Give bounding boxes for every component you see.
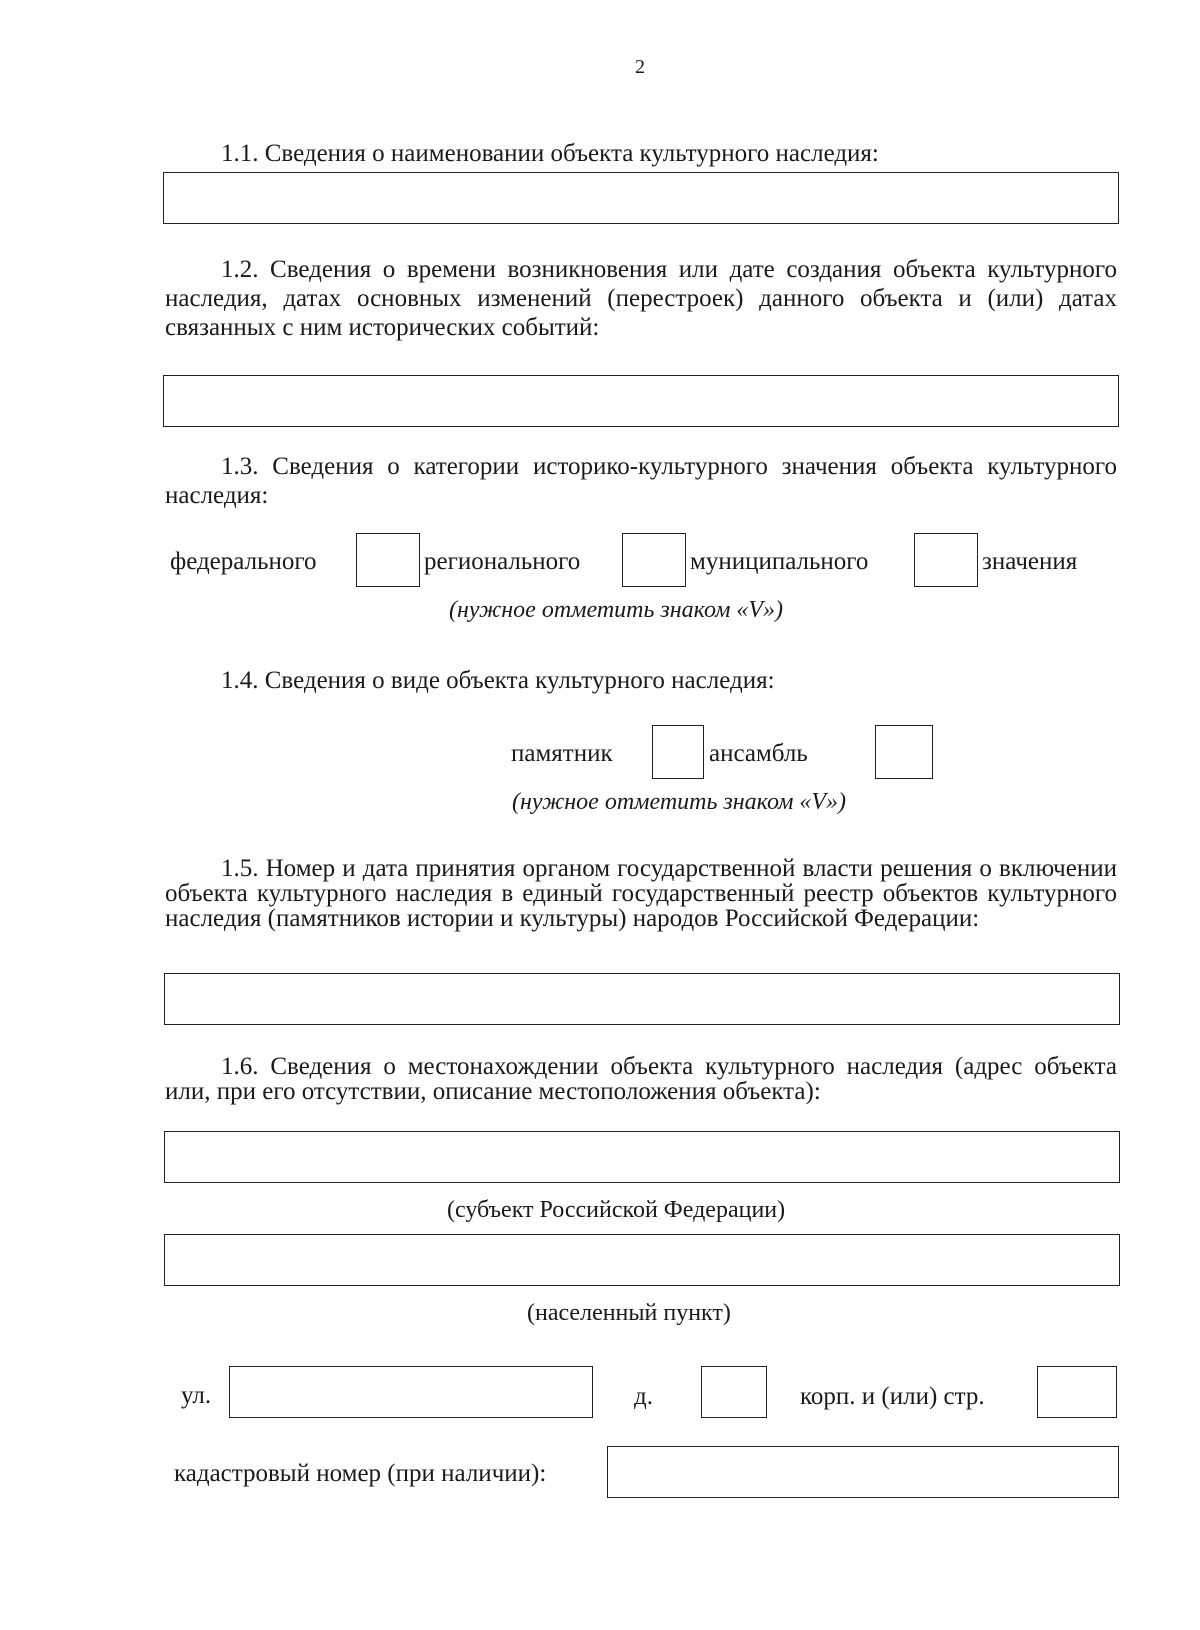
subject-caption: (субъект Российской Федерации) [447, 1197, 786, 1223]
monument-checkbox[interactable] [652, 725, 704, 779]
registry-decision-field[interactable] [164, 973, 1120, 1025]
option-ensemble-label: ансамбль [709, 740, 808, 767]
creation-date-field[interactable] [163, 375, 1119, 427]
section-1-1-heading: 1.1. Сведения о наименовании объекта культурного наследия: [221, 140, 879, 167]
federal-checkbox[interactable] [356, 533, 420, 587]
page-number: 2 [635, 56, 645, 78]
regional-checkbox[interactable] [622, 533, 686, 587]
street-label: ул. [181, 1382, 212, 1409]
section-1-3-note: (нужное отметить знаком «V») [449, 597, 784, 623]
section-1-4-heading: 1.4. Сведения о виде объекта культурного наследия: [221, 667, 775, 694]
section-1-6-heading: 1.6. Сведения о местонахождении объекта культурного наследия (адрес объекта или, при его отсутствии, описание местоположения объекта): [165, 1053, 1117, 1105]
building-field[interactable] [1037, 1366, 1117, 1418]
section-1-3-heading: 1.3. Сведения о категории историко-культурного значения объекта культурного наследия: [165, 453, 1117, 509]
option-regional-label: регионального [424, 548, 581, 575]
option-monument-label: памятник [511, 740, 613, 767]
ensemble-checkbox[interactable] [875, 725, 933, 779]
cadastral-label: кадастровый номер (при наличии): [174, 1460, 547, 1487]
significance-suffix-label: значения [982, 548, 1078, 575]
subject-field[interactable] [164, 1131, 1120, 1183]
locality-field[interactable] [164, 1234, 1120, 1286]
section-1-2-heading: 1.2. Сведения о времени возникновения или дате создания объекта культурного наследия, датах основных изменений (перестроек) данного объекта и (или) датах связанных с ним исторических событий: [165, 256, 1117, 341]
section-1-4-note: (нужное отметить знаком «V») [512, 789, 847, 815]
house-label: д. [634, 1383, 653, 1410]
cadastral-field[interactable] [607, 1446, 1119, 1498]
municipal-checkbox[interactable] [914, 533, 978, 587]
option-municipal-label: муниципального [690, 548, 869, 575]
street-field[interactable] [229, 1366, 593, 1418]
building-label: корп. и (или) стр. [800, 1383, 985, 1410]
locality-caption: (населенный пункт) [527, 1300, 731, 1326]
house-field[interactable] [701, 1366, 767, 1418]
section-1-5-heading: 1.5. Номер и дата принятия органом государственной власти решения о включении объекта культурного наследия в единый государственный реестр объектов культурного наследия (памятников истории и культуры) народов Российской Федерации: [165, 855, 1117, 932]
object-name-field[interactable] [163, 172, 1119, 224]
option-federal-label: федерального [170, 548, 317, 575]
